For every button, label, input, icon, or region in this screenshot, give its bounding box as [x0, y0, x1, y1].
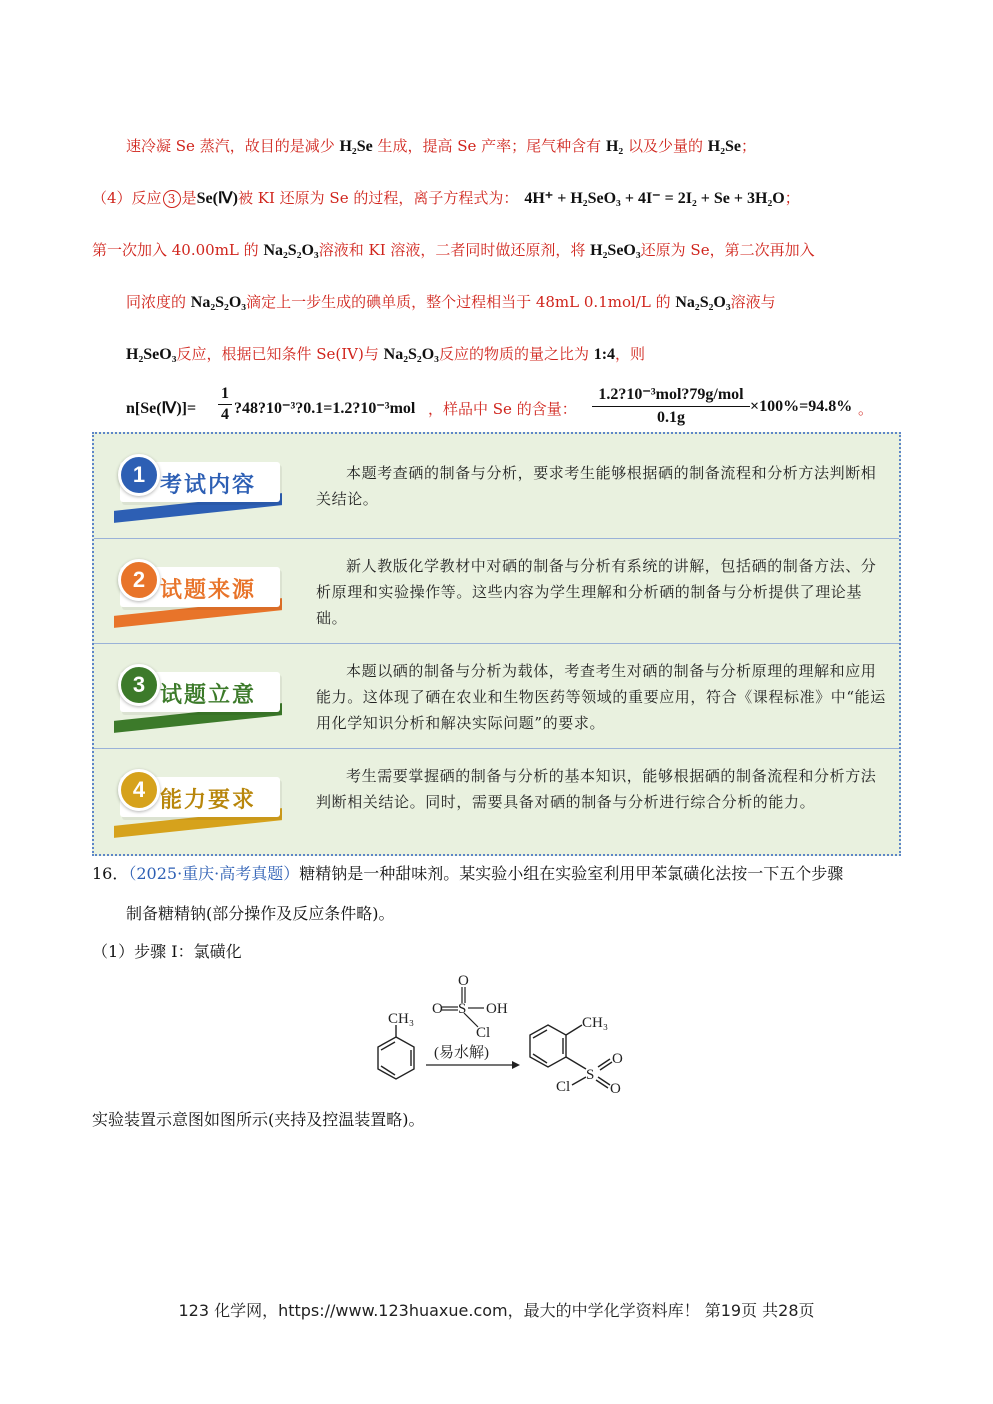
methyl-label: CH₃: [388, 1011, 415, 1027]
analysis-row-4: [94, 749, 899, 853]
badge-number: 3: [118, 664, 160, 706]
formula: Na₂S₂O₃: [675, 294, 731, 311]
analysis-text: 考生需要掌握硒的制备与分析的基本知识，能够根据硒的制备流程和分析方法判断相关结论。同时，需要具备对硒的制备与分析进行综合分析的能力。: [316, 767, 877, 811]
formula: H₂Se: [339, 138, 373, 155]
badge-number: 4: [118, 769, 160, 811]
oxygen-label: O: [458, 975, 469, 989]
formula: H₂: [605, 138, 624, 155]
badge-label: 试题立意: [160, 683, 257, 708]
text-segment: 生成，提高 Se 产率；尾气种含有: [372, 137, 606, 155]
formula: n[Se(Ⅳ)]=: [126, 400, 197, 417]
text-segment: 速冷凝 Se 蒸汽，故目的是减少: [126, 137, 340, 155]
text-segment: （4）反应: [92, 189, 162, 207]
text-segment: 溶液和 KI 溶液，二者同时做还原剂，将: [318, 241, 591, 259]
text-segment: 是: [181, 189, 197, 207]
chlorine-label: Cl: [476, 1025, 491, 1041]
formula: H₂SeO₃: [590, 242, 641, 259]
badge-label: 能力要求: [160, 788, 257, 813]
badge-label: 试题来源: [160, 578, 257, 603]
toluene-structure: [378, 1025, 414, 1079]
product-structure: [530, 1025, 612, 1088]
analysis-row-2: [94, 539, 899, 644]
analysis-row-3: [94, 644, 899, 749]
formula: Se(Ⅳ): [196, 190, 238, 207]
apparatus-caption: 实验装置示意图如图所示(夹持及控温装置略)。: [92, 1110, 425, 1129]
analysis-box: [92, 432, 901, 856]
fraction-numerator: 1: [218, 384, 232, 405]
formula: Na₂S₂O₃: [263, 242, 319, 259]
formula: H₂Se: [707, 138, 741, 155]
text-segment: 反应，根据已知条件 Se(IV)与: [176, 345, 384, 363]
page-footer: 123 化学网，https://www.123huaxue.com，最大的中学化学资料库！ 第19页 共28页: [178, 1301, 815, 1320]
formula: Na₂S₂O₃: [190, 294, 247, 311]
reaction-condition: (易水解): [434, 1045, 489, 1061]
text-segment: ；: [784, 189, 800, 207]
para-line-4: [126, 292, 776, 313]
analysis-text: 本题以硒的制备与分析为载体，考查考生对硒的制备与分析原理的理解和应用能力。这体现了硒在农业和生物医药等领域的重要应用，符合《课程标准》中“能运用化学知识分析和解决实际问题”的要求。: [316, 662, 886, 732]
badge: [114, 767, 284, 831]
text-segment: 。: [858, 400, 874, 418]
analysis-text: 本题考查硒的制备与分析，要求考生能够根据硒的制备流程和分析方法判断相关结论。: [316, 464, 877, 508]
oxygen-label: O: [432, 1001, 443, 1017]
text-segment: 溶液与: [730, 293, 776, 311]
para-line-5: [126, 344, 645, 365]
text-segment: ，则: [615, 345, 646, 363]
para-line-3: [92, 240, 815, 261]
oxygen-label: O: [610, 1081, 621, 1095]
question-line-1: [92, 864, 843, 884]
question-text: 糖精钠是一种甜味剂。某实验小组在实验室利用甲苯氯磺化法按一下五个步骤: [299, 864, 844, 883]
analysis-text: 新人教版化学教材中对硒的制备与分析有系统的讲解，包括硒的制备方法、分析原理和实验操作等。这些内容为学生理解和分析硒的制备与分析提供了理论基础。: [316, 557, 877, 627]
text-segment: ；: [741, 137, 757, 155]
badge-number: 1: [118, 454, 160, 496]
question-source: （2025·重庆·高考真题）: [128, 864, 300, 883]
text-segment: 滴定上一步生成的碘单质，整个过程相当于 48mL 0.1mol/L 的: [246, 293, 676, 311]
para-line-1: [126, 136, 756, 157]
badge-label: 考试内容: [160, 473, 257, 498]
step-heading: （1）步骤 I：氯磺化: [92, 942, 242, 961]
text-segment: 反应的物质的量之比为: [438, 345, 594, 363]
oxygen-label: O: [612, 1051, 623, 1067]
badge-number: 2: [118, 559, 160, 601]
content-fraction: [592, 384, 750, 429]
reaction-arrow: [426, 1061, 520, 1069]
text-segment: 同浓度的: [126, 293, 191, 311]
sulfur-label: S: [458, 1001, 467, 1017]
text-segment: 还原为 Se，第二次再加入: [640, 241, 815, 259]
chlorine-label: Cl: [556, 1079, 571, 1095]
badge: [114, 557, 284, 621]
reaction-scheme: [360, 975, 660, 1095]
question-number: 16．: [92, 864, 129, 883]
text-segment: 被 KI 还原为 Se 的过程，离子方程式为：: [237, 189, 519, 207]
formula: ?48?10⁻³?0.1=1.2?10⁻³mol: [234, 400, 416, 417]
badge: [114, 662, 284, 726]
badge: [114, 452, 284, 516]
analysis-row-1: [94, 434, 899, 539]
para-line-2: [92, 188, 800, 209]
fraction-denominator: 0.1g: [657, 409, 685, 426]
question-line-2: 制备糖精钠(部分操作及反应条件略)。: [126, 904, 395, 923]
text-segment: 第一次加入 40.00mL 的: [92, 241, 264, 259]
methyl-label: CH₃: [582, 1015, 609, 1031]
calc-line: [126, 384, 886, 432]
formula: ×100%=94.8%: [750, 398, 853, 415]
formula: Na₂S₂O₃: [383, 346, 439, 363]
fraction-numerator: 1.2?10⁻³mol?79g/mol: [592, 384, 750, 407]
ratio: 1:4: [593, 346, 616, 363]
ionic-equation: 4H⁺ + H₂SeO₃ + 4I⁻ = 2I₂ + Se + 3H₂O: [524, 190, 785, 207]
text-segment: ，样品中 Se 的含量：: [428, 400, 577, 418]
text-segment: 以及少量的: [623, 137, 708, 155]
fraction-one-quarter: [218, 384, 232, 425]
circled-number: 3: [163, 190, 181, 208]
formula: H₂SeO₃: [126, 346, 177, 363]
fraction-denominator: 4: [221, 406, 229, 423]
sulfur-label: S: [586, 1067, 595, 1083]
hydroxyl-label: OH: [486, 1001, 508, 1017]
